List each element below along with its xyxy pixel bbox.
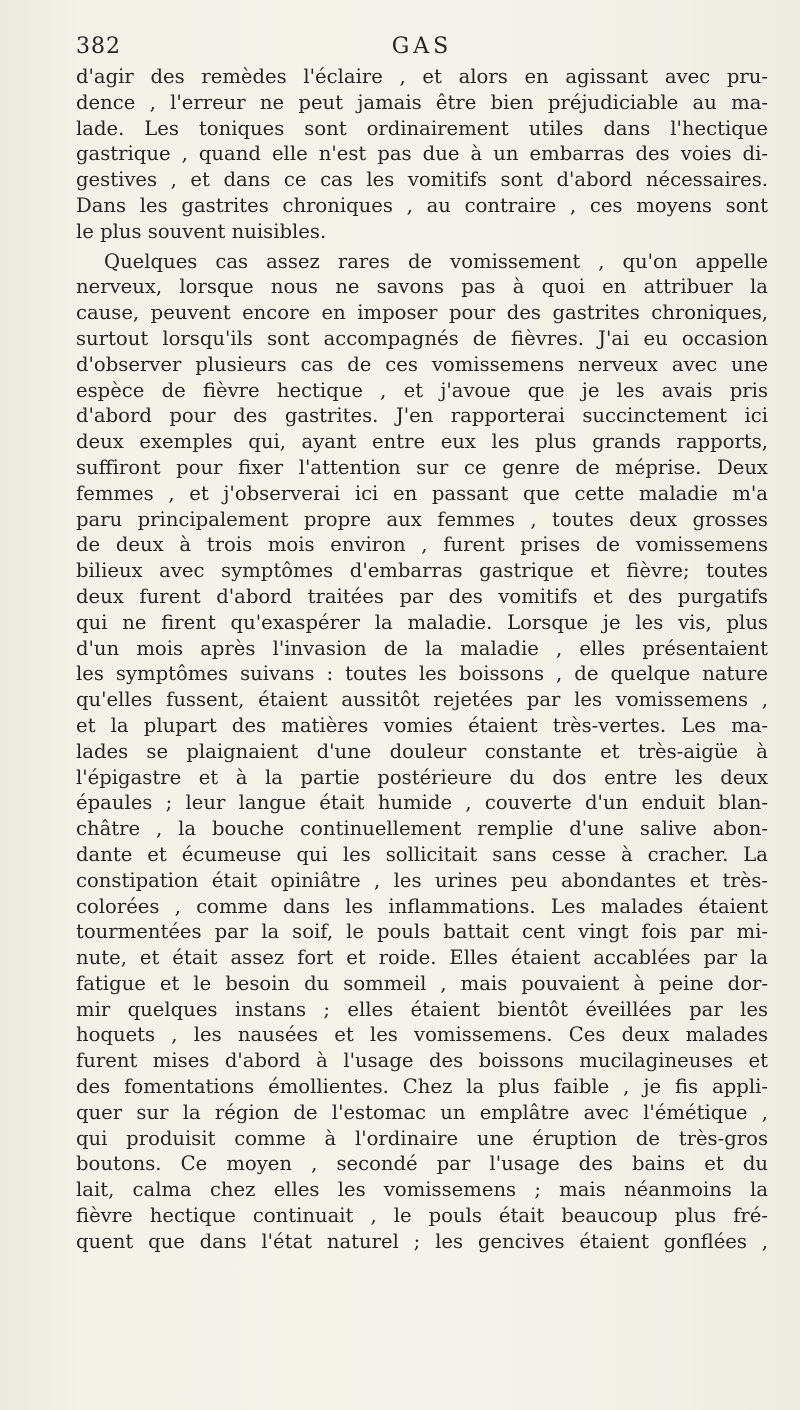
text-line: d'agir des remèdes l'éclaire , et alors en agissant avec pru-	[76, 65, 768, 88]
text-line: Dans les gastrites chroniques , au contraire , ces moyens sont	[76, 193, 768, 217]
text-line: gastrique , quand elle n'est pas due à un embarras des voies di-	[76, 142, 768, 166]
text-line: d'observer plusieurs cas de ces vomissemens nerveux avec une	[76, 352, 768, 376]
text-line: les symptômes suivans : toutes les boissons , de quelque nature	[76, 662, 768, 686]
text-line: châtre , la bouche continuellement remplie d'une salive abon-	[76, 817, 768, 841]
text-line: deux furent d'abord traitées par des vomitifs et des purgatifs	[76, 584, 768, 608]
text-line: deux exemples qui, ayant entre eux les plus grands rapports,	[76, 430, 768, 454]
text-line: fièvre hectique continuait , le pouls était beaucoup plus fré-	[76, 1204, 768, 1228]
text-line: colorées , comme dans les inflammations. Les malades étaient	[76, 894, 768, 918]
text-line: espèce de fièvre hectique , et j'avoue que je les avais pris	[76, 378, 768, 402]
text-line: d'abord pour des gastrites. J'en rapporterai succinctement ici	[76, 404, 768, 428]
text-line: boutons. Ce moyen , secondé par l'usage des bains et du	[76, 1152, 768, 1176]
text-line: fatigue et le besoin du sommeil , mais pouvaient à peine dor-	[76, 971, 768, 995]
text-line: qu'elles fussent, étaient aussitôt rejetées par les vomissemens ,	[76, 688, 768, 712]
text-line: nute, et était assez fort et roide. Elles étaient accablées par la	[76, 946, 768, 970]
text-line: paru principalement propre aux femmes , toutes deux grosses	[76, 507, 768, 531]
text-line: qui produisit comme à l'ordinaire une éruption de très-gros	[76, 1126, 768, 1150]
text-line: gestives , et dans ce cas les vomitifs sont d'abord nécessaires.	[76, 168, 768, 192]
text-line: dante et écumeuse qui les sollicitait sans cesse à cracher. La	[76, 842, 768, 866]
text-line: qui ne firent qu'exaspérer la maladie. Lorsque je les vis, plus	[76, 610, 768, 634]
page-number: 382	[76, 34, 121, 59]
text-line: quer sur la région de l'estomac un emplâtre avec l'émétique ,	[76, 1100, 768, 1124]
text-line: tourmentées par la soif, le pouls battait cent vingt fois par mi-	[76, 920, 768, 944]
text-line: l'épigastre et à la partie postérieure du dos entre les deux	[76, 765, 768, 789]
text-line: Quelques cas assez rares de vomissement , qu'on appelle	[104, 249, 768, 273]
text-line: cause, peuvent encore en imposer pour des gastrites chroniques,	[76, 301, 768, 325]
body-text	[76, 64, 768, 1255]
text-line: lade. Les toniques sont ordinairement utiles dans l'hectique	[76, 116, 768, 140]
text-line: surtout lorsqu'ils sont accompagnés de fièvres. J'ai eu occasion	[76, 326, 768, 350]
text-line: bilieux avec symptômes d'embarras gastrique et fièvre; toutes	[76, 559, 768, 583]
text-line: d'un mois après l'invasion de la maladie , elles présentaient	[76, 636, 768, 660]
text-line: lades se plaignaient d'une douleur constante et très-aigüe à	[76, 739, 768, 763]
text-line: quent que dans l'état naturel ; les gencives étaient gonflées ,	[76, 1229, 768, 1253]
text-line: des fomentations émollientes. Chez la plus faible , je fis appli-	[76, 1075, 768, 1099]
text-line: et la plupart des matières vomies étaient très-vertes. Les ma-	[76, 713, 768, 737]
text-line: constipation était opiniâtre , les urines peu abondantes et très-	[76, 868, 768, 892]
text-line: de deux à trois mois environ , furent prises de vomissemens	[76, 533, 768, 557]
text-line: suffiront pour fixer l'attention sur ce genre de méprise. Deux	[76, 455, 768, 479]
running-head: GAS	[391, 34, 453, 59]
text-line: dence , l'erreur ne peut jamais être bien préjudiciable au ma-	[76, 90, 768, 114]
text-line: femmes , et j'observerai ici en passant que cette maladie m'a	[76, 481, 768, 505]
text-line: nerveux, lorsque nous ne savons pas à quoi en attribuer la	[76, 275, 768, 299]
text-line: furent mises d'abord à l'usage des boissons mucilagineuses et	[76, 1049, 768, 1073]
text-line: hoquets , les nausées et les vomissemens. Ces deux malades	[76, 1023, 768, 1047]
text-line: lait, calma chez elles les vomissemens ; mais néanmoins la	[76, 1178, 768, 1202]
text-line: mir quelques instans ; elles étaient bientôt éveillées par les	[76, 997, 768, 1021]
text-line: le plus souvent nuisibles.	[76, 219, 327, 243]
text-line: épaules ; leur langue était humide , couverte d'un enduit blan-	[76, 791, 768, 815]
